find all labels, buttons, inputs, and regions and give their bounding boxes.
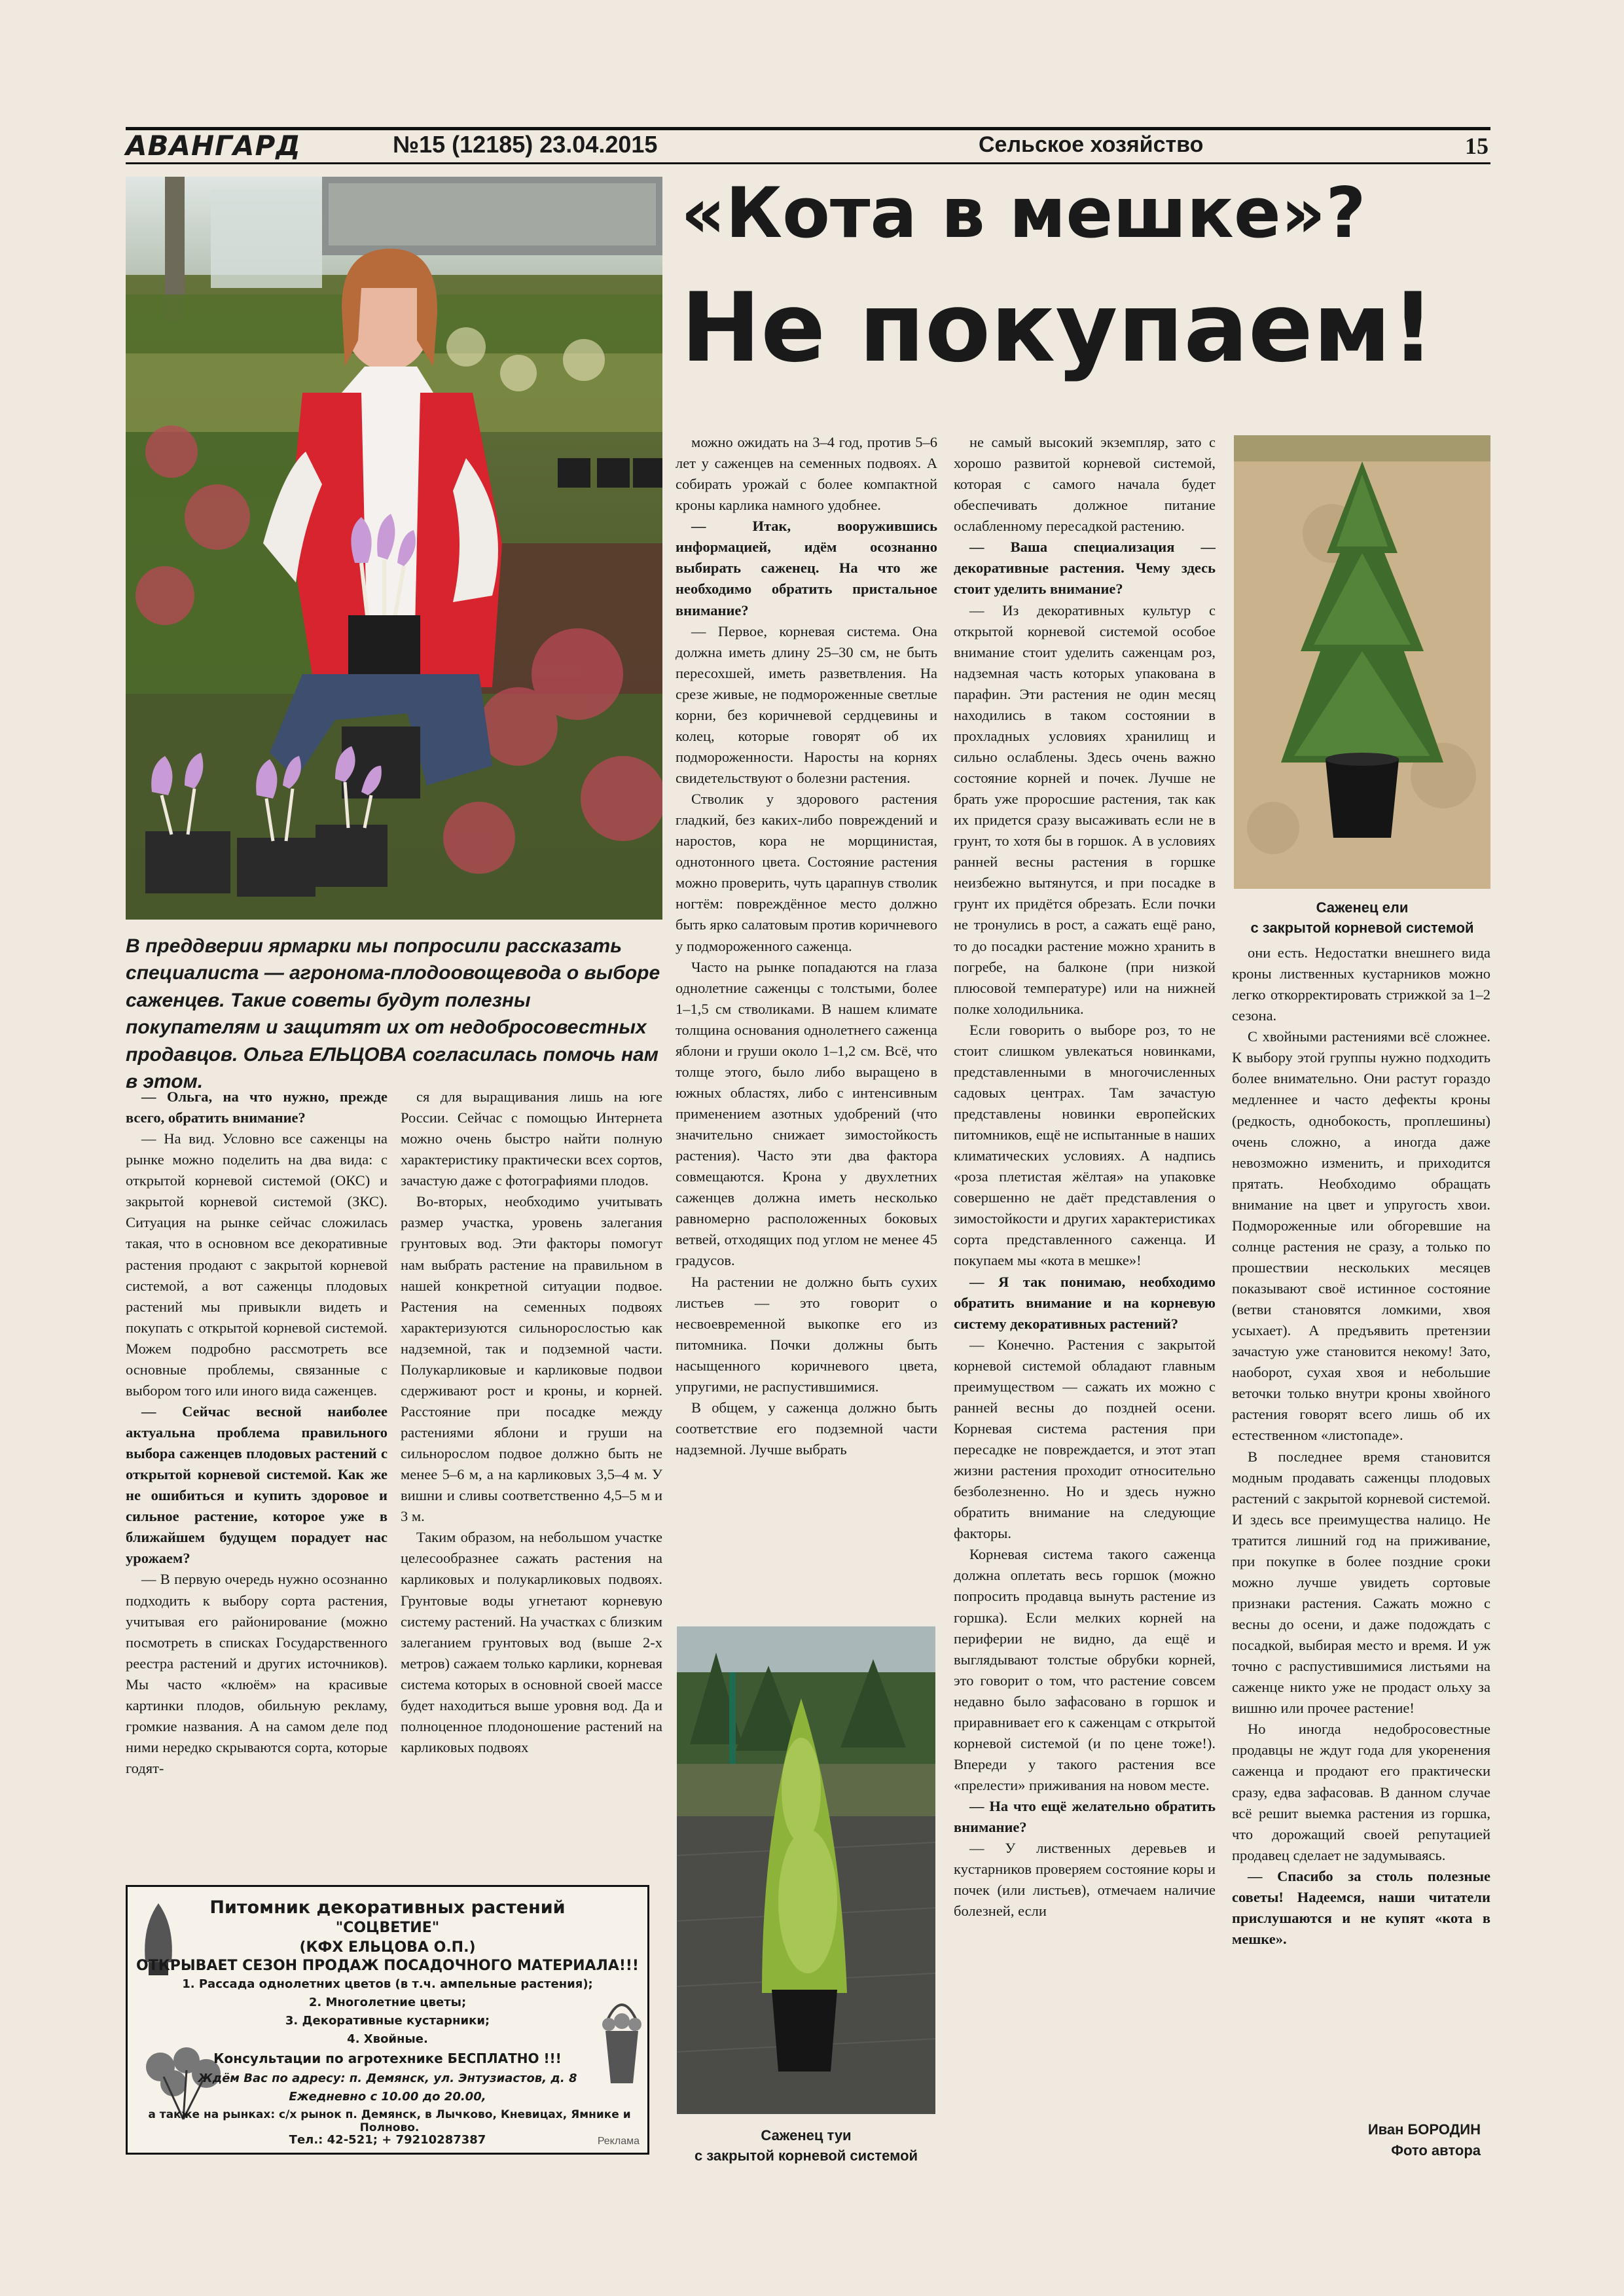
article-paragraph: они есть. Недостатки внешнего вида кроны лиственных кустарников можно легко откорректировать стрижкой за 1–2 сезона.: [1232, 944, 1490, 1024]
interview-question: — Итак, вооружившись информацией, идём осознанно выбирать саженец. На что же необходимо обратить пристальное внимание?: [676, 518, 937, 619]
article-column-5: [1232, 942, 1490, 2081]
ad-markets: а также на рынках: с/х рынок п. Демянск, в Лычково, Кневицах, Ямнике и Полново.: [148, 2108, 631, 2134]
photo-credit: Фото автора: [1391, 2142, 1481, 2159]
article-paragraph: ся для выращивания лишь на юге России. Сейчас с помощью Интернета можно очень быстро найти полную характеристику практически всех сортов, зачастую даже с фотографиями плодов.: [401, 1088, 662, 1189]
issue-number-date: №15 (12185) 23.04.2015: [393, 131, 658, 158]
article-column-3: [676, 432, 937, 1630]
spruce-caption-line-1: Саженец ели: [1316, 899, 1409, 916]
article-column-2: [401, 1086, 662, 1872]
article-paragraph: Стволик у здорового растения гладкий, без каких-либо повреждений и наростов, кора не морщинистая, однотонного цвета. Состояние растения можно проверить, чуть царапнув стволик ногтём: повреждённое место должно быть ярко салатовым против коричневого у подмороженного саженца.: [676, 791, 937, 954]
spruce-seedling-photo: [1234, 435, 1490, 889]
ad-item-4: 4. Хвойные.: [347, 2032, 428, 2046]
interview-question: — На что ещё желательно обратить внимание?: [954, 1798, 1216, 1836]
interview-question: — Сейчас весной наиболее актуальна проблема правильного выбора саженцев плодовых растений с открытой корневой системой. Как же не ошибиться и купить здоровое и сильное растение, которое уже в ближайшем будущем порадует нас урожаем?: [126, 1403, 388, 1567]
article-paragraph: — Конечно. Растения с закрытой корневой системой обладают главным преимуществом — сажать их можно с ранней весны до поздней осени. Корневая система растения при пересадке не повреждается, и этот этап жизни растения проходит относительно безболезненно. Но и здесь нужно обратить внимание на следующие факторы.: [954, 1336, 1216, 1542]
interview-question: — Я так понимаю, необходимо обратить внимание и на корневую систему декоративных растений?: [954, 1273, 1216, 1332]
article-column-1: [126, 1086, 388, 1872]
article-paragraph: можно ожидать на 3–4 год, против 5–6 лет у саженцев на семенных подвоях. А собирать урожай с более компактной кроны карлика намного удобнее.: [676, 434, 937, 514]
spruce-caption-line-2: с закрытой корневой системой: [1250, 919, 1474, 936]
article-paragraph: — Первое, корневая система. Она должна иметь длину 25–30 см, не быть пересохшей, иметь разветвления. На срезе живые, не подмороженные светлые корни, без коричневой сердцевины и колец, которые говорят об их подмороженности. Наросты на корнях свидетельствуют о болезни растения.: [676, 622, 937, 786]
article-paragraph: — Из декоративных культур с открытой корневой системой особое внимание стоит уделить саженцам роз, надземная часть которых упакована в парафин. Эти растения не один месяц находились в таком состоянии в прохладных условиях хранилищ и сильно ослаблены. Здесь очень важно состояние корней и почек. Лучше не брать уже проросшие растения, так как их придется сразу высаживать если не в грунт, то хотя бы в горшок. А в условиях ранней весны растения в горшке неизбежно вытянутся, и при посадке в грунт их придётся обрезать. Если почки не тронулись в рост, а сажать ещё рано, то до посадки растение можно хранить в погребе, на балконе (при низкой плюсовой температуре) или на нижней полке холодильника.: [954, 601, 1216, 1017]
lead-paragraph: В преддверии ярмарки мы попросили рассказать специалиста — агронома-плодоовощевода о выборе саженцев. Такие советы будут полезны покупателям и защитят их от недобросовестных продавцов. Ольга ЕЛЬЦОВА согласилась помочь нам в этом.: [126, 935, 660, 1092]
article-paragraph: Если говорить о выборе роз, то не стоит слишком увлекаться новинками, представленными в многочисленных садовых центрах. Там зачастую представлены новинки европейских питомников, ещё не испытанные в наших климатических условиях. А надпись «роза плетистая жёлтая» на упаковке совершенно не даёт представления о зимостойкости и других характеристиках сорта представленного саженца. И покупаем мы «кота в мешке»!: [954, 1021, 1216, 1269]
ad-title: Питомник декоративных растений: [209, 1897, 566, 1918]
article-paragraph: Но иногда недобросовестные продавцы не ждут года для укоренения саженца и продают его практически сразу, едва зафасовав. В данном случае всё решит выемка растения из горшка, что дорожащий своей репутацией продавец сделает не задумываясь.: [1232, 1721, 1490, 1863]
woman-photo-illustration: [126, 177, 662, 920]
ad-nursery-name: "СОЦВЕТИЕ": [335, 1920, 440, 1936]
article-paragraph: — На вид. Условно все саженцы на рынке можно поделить на два вида: с открытой корневой системой (ОКС) и закрытой корневой системой (ЗКС). Ситуация на рынке сейчас сложилась такая, что в основном все декоративные растения продают с закрытой корневой системой, а вот саженцы плодовых растений мы привыкли видеть и покупать с открытой корневой системой. Можем подробно рассмотреть все основные проблемы, связанные с выбором того или иного вида саженцев.: [126, 1130, 388, 1399]
article-column-4: [954, 432, 1216, 2160]
nursery-advertisement: [126, 1885, 649, 2155]
interview-question: — Ваша специализация — декоративные растения. Чему здесь стоит уделить внимание?: [954, 539, 1216, 598]
ad-consultation: Консультации по агротехнике БЕСПЛАТНО !!!: [213, 2051, 562, 2066]
article-paragraph: Таким образом, на небольшом участке целесообразнее сажать растения на карликовых и полукарликовых подвоях. Грунтовые воды угнетают корневую систему растений. На участках с близким залеганием грунтовых вод (выше 2-х метров) сажаем только карлики, корневая система которых в основной своей массе будет находиться выше уровня вод. Да и полноценное плодоношение растений на карликовых подвоях: [401, 1529, 662, 1755]
spruce-caption: [1234, 898, 1490, 939]
article-paragraph: В общем, у саженца должно быть соответствие его подземной части надземной. Лучше выбрать: [676, 1399, 937, 1458]
masthead-top-rule: [126, 127, 1490, 130]
article-paragraph: — В первую очередь нужно осознанно подходить к выбору сорта растения, учитывая его районирование (можно посмотреть в списках Государственного реестра растений и других источников). Мы часто «клюём» на красивые картинки плодов, обильную рекламу, громкие названия. А на самом деле под ними нередко скрываются сорта, которые годят-: [126, 1571, 388, 1776]
ad-label: Реклама: [597, 2136, 640, 2147]
ad-item-2: 2. Многолетние цветы;: [308, 1996, 467, 2009]
headline-line-2: Не покупаем!: [681, 272, 1435, 384]
thuja-illustration: [677, 1626, 935, 2114]
page-number: 15: [1465, 133, 1489, 159]
article-paragraph: На растении не должно быть сухих листьев — это говорит о несвоевременной выкопке его из питомника. Почки должны быть насыщенного коричневого цвета, упругими, не распустившимися.: [676, 1273, 937, 1395]
article-paragraph: С хвойными растениями всё сложнее. К выбору этой группы нужно подходить более внимательно. Они растут гораздо медленнее и часто дефекты кроны (редкость, однобокость, проплешины) очень сложно, а иногда даже невозможно изменить, и приходится прятать. Необходимо обращать внимание на цвет и упругость хвои. Подмороженные или обгоревшие на солнце растения не сразу, а только по прошествии нескольких месяцев показывают своё истинное состояние (ветви становятся ломкими, хвоя усыхает). А предъявить претензии зачастую уже становится некому! Зато, наоборот, сухая хвоя и небольшие веточки только внутри кроны хвойного растения говорят всего лишь об их естественном «листопаде».: [1232, 1028, 1490, 1444]
article-paragraph: Часто на рынке попадаются на глаза однолетние саженцы с толстыми, более 1–1,5 см стволиками. В нашем климате толщина основания однолетнего саженца яблони и груши около 1–1,2 см. Всё, что толще этого, было либо выращено в южных областях, либо с интенсивным применением азотных удобрений (что значительно снижает зимостойкость растения). Часто эти два фактора совмещаются. Крона у двухлетних саженцев должна иметь несколько равномерно расположенных боковых ветвей, отходящих под углом не менее 45 градусов.: [676, 958, 937, 1269]
thuja-caption: [677, 2126, 935, 2166]
thuja-seedling-photo: [677, 1626, 935, 2114]
author-name: Иван БОРОДИН: [1367, 2121, 1481, 2138]
ad-hours: Ежедневно с 10.00 до 20.00,: [289, 2090, 486, 2104]
interview-question: — Спасибо за столь полезные советы! Надеемся, наши читатели прислушаются и не купят «кота в мешке».: [1232, 1867, 1490, 1947]
ad-item-1: 1. Рассада однолетних цветов (в т.ч. ампельные растения);: [182, 1977, 593, 1991]
woman-with-crocuses-photo: [126, 177, 662, 920]
ad-announcement: ОТКРЫВАЕТ СЕЗОН ПРОДАЖ ПОСАДОЧНОГО МАТЕРИАЛА!!!: [136, 1958, 639, 1974]
masthead-bottom-rule: [126, 162, 1490, 164]
thuja-caption-line-2: с закрытой корневой системой: [694, 2147, 918, 2164]
ad-owner: (КФХ ЕЛЬЦОВА О.П.): [299, 1939, 476, 1956]
spruce-illustration: [1234, 435, 1490, 889]
section-title: Сельское хозяйство: [979, 132, 1204, 157]
article-paragraph: Корневая система такого саженца должна оплетать весь горшок (можно попросить продавца вынуть растение из горшка). Если мелких корней на периферии не видно, да ещё и выглядывают толстые обрубки корней, это говорит о том, что растение совсем недавно было зафасовано в горшок и приравнивает его к саженцам с открытой корневой системой (и по цене тоже!). Впереди у такого растения все «прелести» приживания на новом месте.: [954, 1546, 1216, 1793]
interview-question: — Ольга, на что нужно, прежде всего, обратить внимание?: [126, 1088, 388, 1126]
headline-line-1: «Кота в мешке»?: [681, 173, 1366, 253]
article-paragraph: не самый высокий экземпляр, зато с хорошо развитой корневой системой, которая с самого начала будет обеспечивать должное питание ослабленному пересадкой растению.: [954, 434, 1216, 535]
byline: [1232, 2119, 1481, 2161]
thuja-caption-line-1: Саженец туи: [761, 2127, 852, 2144]
ad-address: Ждём Вас по адресу: п. Демянск, ул. Энтузиастов, д. 8: [198, 2072, 577, 2085]
article-paragraph: В последнее время становится модным продавать саженцы плодовых растений с закрытой корневой системой. И здесь все преимущества налицо. Не тратится лишний год на приживание, при покупке в более поздние сроки можно лучше увидеть сортовые признаки растения. Сажать можно с весны до осени, и даже подождать с посадкой, выбирая место и время. И уж точно с распустившимися листьями на саженце никто уже не продаст ольху за вишню или прочее растение!: [1232, 1448, 1490, 1717]
ad-phone: Тел.: 42-521; + 79210287387: [289, 2133, 486, 2147]
article-paragraph: Во-вторых, необходимо учитывать размер участка, уровень залегания грунтовых вод. Эти факторы помогут нам выбрать растение на правильном в нашей конкретной ситуации подвое. Растения на семенных подвоях характеризуются сильнорослостью как надземной, так и подземной части. Полукарликовые и карликовые подвои сдерживают рост и кроны, и корней. Расстояние при посадке между растениями яблони и груши на сильнорослом подвое должно быть не менее 5–6 м, а на карликовых 3,5–4 м. У вишни и сливы соответственно 4,5–5 м и 3 м.: [401, 1193, 662, 1525]
article-paragraph: — У лиственных деревьев и кустарников проверяем состояние коры и почек (или листьев), отмечаем наличие болезней, если: [954, 1840, 1216, 1920]
ad-item-3: 3. Декоративные кустарники;: [285, 2014, 490, 2028]
newspaper-logo: АВАНГАРД: [126, 130, 301, 162]
